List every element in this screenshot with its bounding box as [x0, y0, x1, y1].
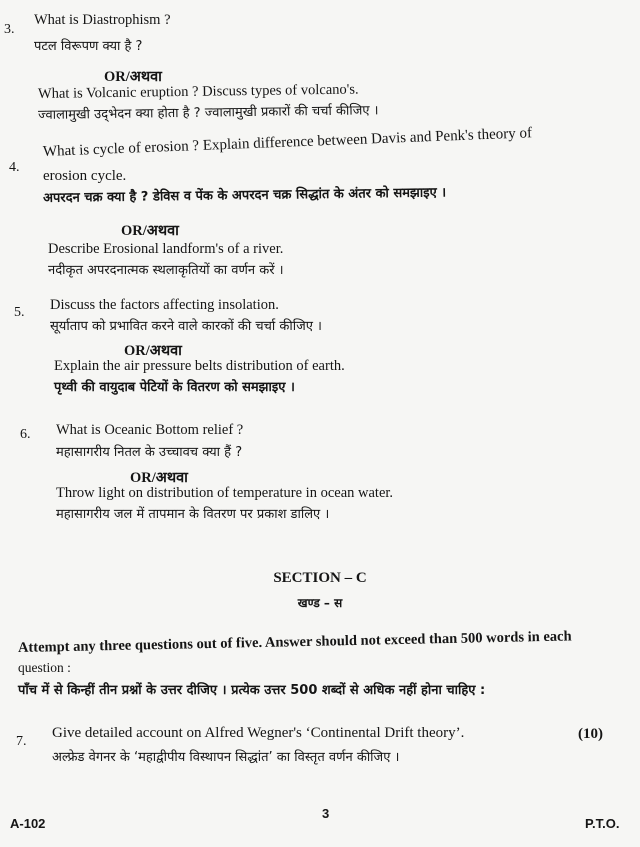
question-text: Discuss the factors affecting insolation.: [50, 297, 279, 313]
or-separator: OR/अथवा: [130, 470, 188, 486]
question-number: 4.: [9, 160, 20, 175]
question-number: 3.: [4, 22, 15, 37]
alternative-question-text-hindi: नदीकृत अपरदनात्मक स्थलाकृतियों का वर्णन करें ।: [48, 263, 284, 278]
alternative-question-text-hindi: ज्वालामुखी उद्‌भेदन क्या होता है ? ज्वालामुखी प्रकारों की चर्चा कीजिए ।: [37, 103, 379, 123]
alternative-question-text: Describe Erosional landform's of a river.: [48, 241, 284, 257]
alternative-question-text-hindi: पृथ्वी की वायुदाब पेटियों के वितरण को समझाइए ।: [54, 380, 295, 395]
question-number: 6.: [20, 427, 31, 442]
section-instructions-hindi: पाँच में से किन्हीं तीन प्रश्नों के उत्तर दीजिए । प्रत्येक उत्तर 500 शब्दों से अधिक नहीं होना चाहिए :: [18, 683, 486, 698]
section-title: SECTION – C: [273, 570, 367, 586]
question-number: 7.: [16, 734, 27, 749]
page-number: 3: [322, 806, 330, 821]
pto-label: P.T.O.: [585, 816, 620, 831]
paper-code: A-102: [10, 816, 46, 831]
or-separator: OR/अथवा: [124, 343, 182, 359]
question-text: Give detailed account on Alfred Wegner's ‘Continental Drift theory’.: [52, 725, 465, 741]
question-text-hindi: अल्फ्रेड वेगनर के ‘महाद्वीपीय विस्थापन सिद्धांत’ का विस्तृत वर्णन कीजिए ।: [52, 750, 400, 765]
question-text: What is Diastrophism ?: [34, 12, 171, 28]
alternative-question-text: Throw light on distribution of temperature in ocean water.: [56, 485, 394, 501]
alternative-question-text: Explain the air pressure belts distribution of earth.: [54, 358, 345, 374]
question-text-hindi: महासागरीय नितल के उच्चावच क्या हैं ?: [56, 445, 243, 460]
question-text-hindi: पटल विरूपण क्या है ?: [34, 39, 143, 54]
alternative-question-text: What is Volcanic eruption ? Discuss types of volcano's.: [37, 81, 359, 102]
question-text: What is Oceanic Bottom relief ?: [56, 422, 244, 438]
question-text-hindi: अपरदन चक्र क्या है ? डेविस व पेंक के अपरदन चक्र सिद्धांत के अंतर को समझाइए ।: [42, 185, 447, 206]
section-instructions: Attempt any three questions out of five. Answer should not exceed than 500 words in each: [17, 628, 572, 656]
section-subtitle-hindi: खण्ड – स: [297, 596, 343, 610]
question-text-continued: erosion cycle.: [43, 168, 127, 184]
question-number: 5.: [14, 305, 25, 320]
marks-label: (10): [578, 726, 603, 742]
question-text-hindi: सूर्याताप को प्रभावित करने वाले कारकों की चर्चा कीजिए ।: [50, 319, 322, 334]
alternative-question-text-hindi: महासागरीय जल में तापमान के वितरण पर प्रकाश डालिए ।: [56, 507, 330, 522]
or-separator: OR/अथवा: [121, 223, 179, 239]
or-separator: OR/अथवा: [104, 69, 162, 85]
question-text: What is cycle of erosion ? Explain difference between Davis and Penk's theory of: [42, 125, 533, 160]
section-instructions-continued: question :: [18, 660, 71, 675]
